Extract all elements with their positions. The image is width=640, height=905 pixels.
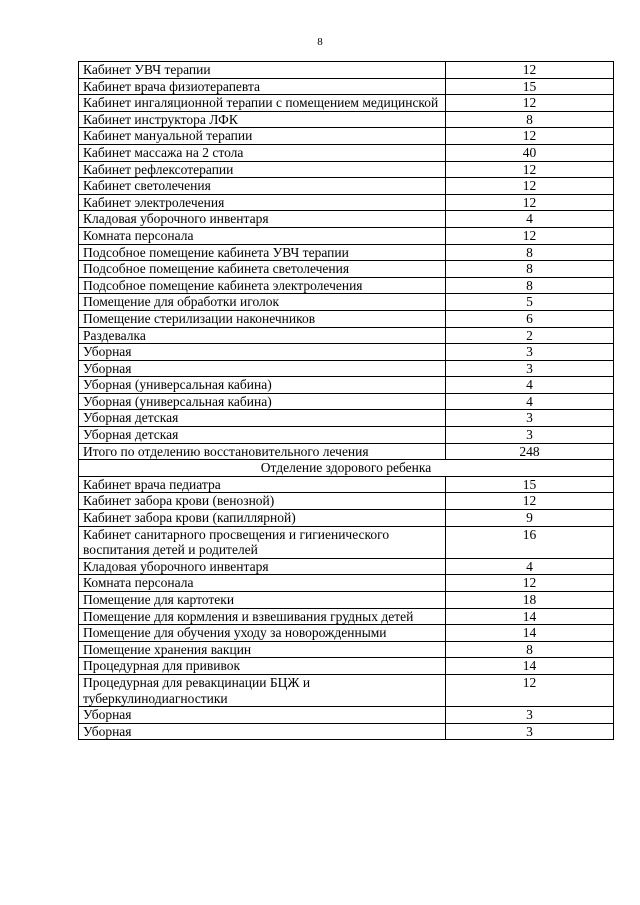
room-area-cell: 3 bbox=[446, 344, 614, 361]
room-area-cell: 12 bbox=[446, 178, 614, 195]
room-area-cell: 15 bbox=[446, 78, 614, 95]
room-area-cell: 14 bbox=[446, 625, 614, 642]
table-row bbox=[79, 410, 614, 427]
section-header-row bbox=[79, 460, 614, 477]
room-area-cell: 12 bbox=[446, 227, 614, 244]
room-name-cell: Кабинет ингаляционной терапии с помещением медицинской bbox=[79, 95, 446, 112]
table-row bbox=[79, 592, 614, 609]
room-area-cell: 12 bbox=[446, 161, 614, 178]
table-row bbox=[79, 128, 614, 145]
room-name-cell: Уборная bbox=[79, 344, 446, 361]
room-name-cell: Кабинет рефлексотерапии bbox=[79, 161, 446, 178]
table-row bbox=[79, 161, 614, 178]
room-name-cell: Уборная (универсальная кабина) bbox=[79, 393, 446, 410]
table-row bbox=[79, 144, 614, 161]
room-area-cell: 12 bbox=[446, 194, 614, 211]
room-name-cell: Помещение хранения вакцин bbox=[79, 641, 446, 658]
room-area-cell: 3 bbox=[446, 427, 614, 444]
table-row bbox=[79, 526, 614, 558]
table-row bbox=[79, 111, 614, 128]
room-area-cell: 12 bbox=[446, 674, 614, 706]
room-area-cell: 4 bbox=[446, 211, 614, 228]
room-area-cell: 3 bbox=[446, 707, 614, 724]
table-row bbox=[79, 476, 614, 493]
room-area-cell: 4 bbox=[446, 558, 614, 575]
room-name-cell: Помещение для кормления и взвешивания грудных детей bbox=[79, 608, 446, 625]
room-name-cell: Кабинет инструктора ЛФК bbox=[79, 111, 446, 128]
table-row bbox=[79, 62, 614, 79]
room-name-cell: Кабинет врача педиатра bbox=[79, 476, 446, 493]
table-row bbox=[79, 674, 614, 706]
table-row bbox=[79, 194, 614, 211]
room-area-cell: 8 bbox=[446, 641, 614, 658]
table-row bbox=[79, 360, 614, 377]
room-area-cell: 8 bbox=[446, 261, 614, 278]
table-row bbox=[79, 393, 614, 410]
table-row bbox=[79, 558, 614, 575]
room-area-cell: 6 bbox=[446, 310, 614, 327]
room-area-cell: 3 bbox=[446, 360, 614, 377]
room-area-cell: 12 bbox=[446, 128, 614, 145]
room-name-cell: Комната персонала bbox=[79, 227, 446, 244]
room-name-cell: Подсобное помещение кабинета электролечения bbox=[79, 277, 446, 294]
room-name-cell: Кабинет массажа на 2 стола bbox=[79, 144, 446, 161]
table-row bbox=[79, 78, 614, 95]
room-area-cell: 12 bbox=[446, 95, 614, 112]
room-name-cell: Помещение для обработки иголок bbox=[79, 294, 446, 311]
table-row bbox=[79, 377, 614, 394]
room-name-cell: Уборная детская bbox=[79, 410, 446, 427]
table-row bbox=[79, 95, 614, 112]
room-name-cell: Уборная детская bbox=[79, 427, 446, 444]
room-area-cell: 248 bbox=[446, 443, 614, 460]
room-area-cell: 8 bbox=[446, 111, 614, 128]
room-name-cell: Уборная bbox=[79, 707, 446, 724]
table-row bbox=[79, 327, 614, 344]
table-row bbox=[79, 707, 614, 724]
table-row bbox=[79, 261, 614, 278]
table-row bbox=[79, 443, 614, 460]
room-name-cell: Процедурная для ревакцинации БЦЖ и туберкулинодиагностики bbox=[79, 674, 446, 706]
table-row bbox=[79, 493, 614, 510]
room-name-cell: Уборная bbox=[79, 360, 446, 377]
room-name-cell: Кабинет электролечения bbox=[79, 194, 446, 211]
room-name-cell: Кабинет врача физиотерапевта bbox=[79, 78, 446, 95]
room-name-cell: Кабинет забора крови (венозной) bbox=[79, 493, 446, 510]
room-name-cell: Помещение стерилизации наконечников bbox=[79, 310, 446, 327]
room-area-cell: 9 bbox=[446, 510, 614, 527]
room-area-cell: 14 bbox=[446, 658, 614, 675]
table-row bbox=[79, 608, 614, 625]
table-row bbox=[79, 510, 614, 527]
room-area-cell: 3 bbox=[446, 410, 614, 427]
table-row bbox=[79, 310, 614, 327]
room-area-cell: 2 bbox=[446, 327, 614, 344]
page-number: 8 bbox=[317, 36, 323, 48]
rooms-table bbox=[78, 61, 614, 740]
room-area-cell: 12 bbox=[446, 575, 614, 592]
room-name-cell: Итого по отделению восстановительного лечения bbox=[79, 443, 446, 460]
table-row bbox=[79, 211, 614, 228]
table-row bbox=[79, 178, 614, 195]
section-title: Отделение здорового ребенка bbox=[79, 460, 614, 477]
table-row bbox=[79, 427, 614, 444]
table-row bbox=[79, 625, 614, 642]
room-name-cell: Кабинет мануальной терапии bbox=[79, 128, 446, 145]
room-area-cell: 40 bbox=[446, 144, 614, 161]
room-name-cell: Кабинет УВЧ терапии bbox=[79, 62, 446, 79]
table-row bbox=[79, 723, 614, 740]
room-area-cell: 14 bbox=[446, 608, 614, 625]
room-name-cell: Комната персонала bbox=[79, 575, 446, 592]
room-area-cell: 4 bbox=[446, 393, 614, 410]
room-area-cell: 4 bbox=[446, 377, 614, 394]
room-area-cell: 5 bbox=[446, 294, 614, 311]
room-area-cell: 15 bbox=[446, 476, 614, 493]
room-area-cell: 8 bbox=[446, 244, 614, 261]
room-area-cell: 3 bbox=[446, 723, 614, 740]
table-row bbox=[79, 344, 614, 361]
room-name-cell: Раздевалка bbox=[79, 327, 446, 344]
table-row bbox=[79, 244, 614, 261]
room-name-cell: Кабинет санитарного просвещения и гигиенического воспитания детей и родителей bbox=[79, 526, 446, 558]
table-row bbox=[79, 641, 614, 658]
room-area-cell: 18 bbox=[446, 592, 614, 609]
room-area-cell: 12 bbox=[446, 493, 614, 510]
room-name-cell: Подсобное помещение кабинета светолечения bbox=[79, 261, 446, 278]
room-name-cell: Кладовая уборочного инвентаря bbox=[79, 211, 446, 228]
room-area-cell: 16 bbox=[446, 526, 614, 558]
room-name-cell: Процедурная для прививок bbox=[79, 658, 446, 675]
room-name-cell: Подсобное помещение кабинета УВЧ терапии bbox=[79, 244, 446, 261]
room-name-cell: Уборная bbox=[79, 723, 446, 740]
table-row bbox=[79, 294, 614, 311]
table-row bbox=[79, 658, 614, 675]
room-name-cell: Помещение для обучения уходу за новорожденными bbox=[79, 625, 446, 642]
room-name-cell: Уборная (универсальная кабина) bbox=[79, 377, 446, 394]
room-name-cell: Помещение для картотеки bbox=[79, 592, 446, 609]
room-name-cell: Кабинет светолечения bbox=[79, 178, 446, 195]
room-name-cell: Кладовая уборочного инвентаря bbox=[79, 558, 446, 575]
rooms-table-body bbox=[79, 62, 614, 740]
room-area-cell: 8 bbox=[446, 277, 614, 294]
table-row bbox=[79, 575, 614, 592]
table-row bbox=[79, 227, 614, 244]
table-row bbox=[79, 277, 614, 294]
room-area-cell: 12 bbox=[446, 62, 614, 79]
room-name-cell: Кабинет забора крови (капиллярной) bbox=[79, 510, 446, 527]
